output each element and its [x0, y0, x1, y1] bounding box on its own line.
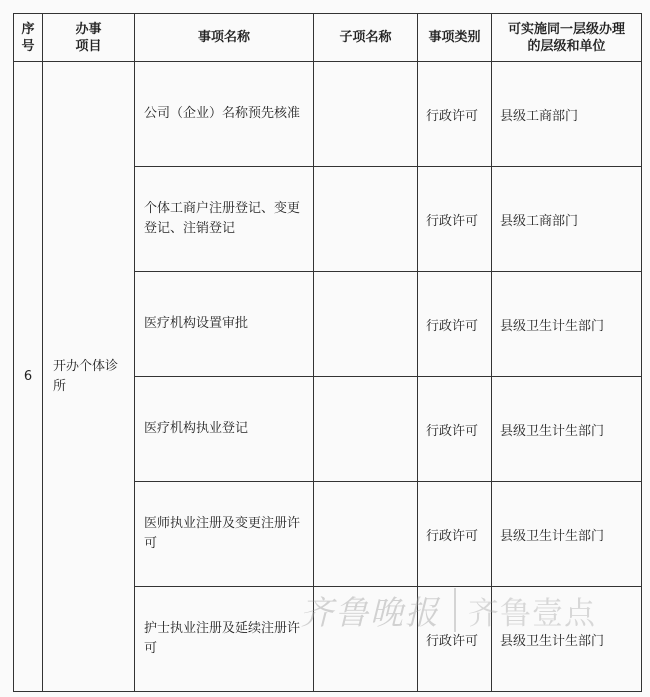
unit-cell: 县级卫生计生部门: [492, 377, 642, 482]
approval-items-table: [13, 13, 642, 692]
category-cell: 行政许可: [418, 62, 492, 167]
item-name-cell: 公司（企业）名称预先核准: [135, 62, 314, 167]
sub-item-cell: [314, 62, 418, 167]
header-seq: 序号: [14, 14, 43, 62]
seq-cell: 6: [14, 62, 43, 692]
sub-item-cell: [314, 377, 418, 482]
category-cell: 行政许可: [418, 167, 492, 272]
header-item-name: 事项名称: [135, 14, 314, 62]
item-name-cell: 医师执业注册及变更注册许可: [135, 482, 314, 587]
sub-item-cell: [314, 272, 418, 377]
item-name-cell: 护士执业注册及延续注册许可: [135, 587, 314, 692]
item-name-cell: 个体工商户注册登记、变更登记、注销登记: [135, 167, 314, 272]
sub-item-cell: [314, 167, 418, 272]
unit-cell: 县级卫生计生部门: [492, 587, 642, 692]
category-cell: 行政许可: [418, 587, 492, 692]
header-sub-item: 子项名称: [314, 14, 418, 62]
watermark-qilu-evening-news: 齐鲁晚报: [300, 592, 440, 632]
unit-cell: 县级工商部门: [492, 62, 642, 167]
sub-item-cell: [314, 587, 418, 692]
category-cell: 行政许可: [418, 272, 492, 377]
header-project: 办事项目: [43, 14, 135, 62]
unit-cell: 县级卫生计生部门: [492, 272, 642, 377]
unit-cell: 县级卫生计生部门: [492, 482, 642, 587]
item-name-cell: 医疗机构执业登记: [135, 377, 314, 482]
category-cell: 行政许可: [418, 482, 492, 587]
watermark-qilu-yidian: 齐鲁壹点: [468, 595, 596, 632]
category-cell: 行政许可: [418, 377, 492, 482]
project-cell: 开办个体诊所: [43, 62, 135, 692]
unit-cell: 县级工商部门: [492, 167, 642, 272]
sub-item-cell: [314, 482, 418, 587]
header-level-unit: 可实施同一层级办理的层级和单位: [492, 14, 642, 62]
header-row: [14, 14, 642, 62]
table-row: [14, 62, 642, 167]
header-category: 事项类别: [418, 14, 492, 62]
item-name-cell: 医疗机构设置审批: [135, 272, 314, 377]
